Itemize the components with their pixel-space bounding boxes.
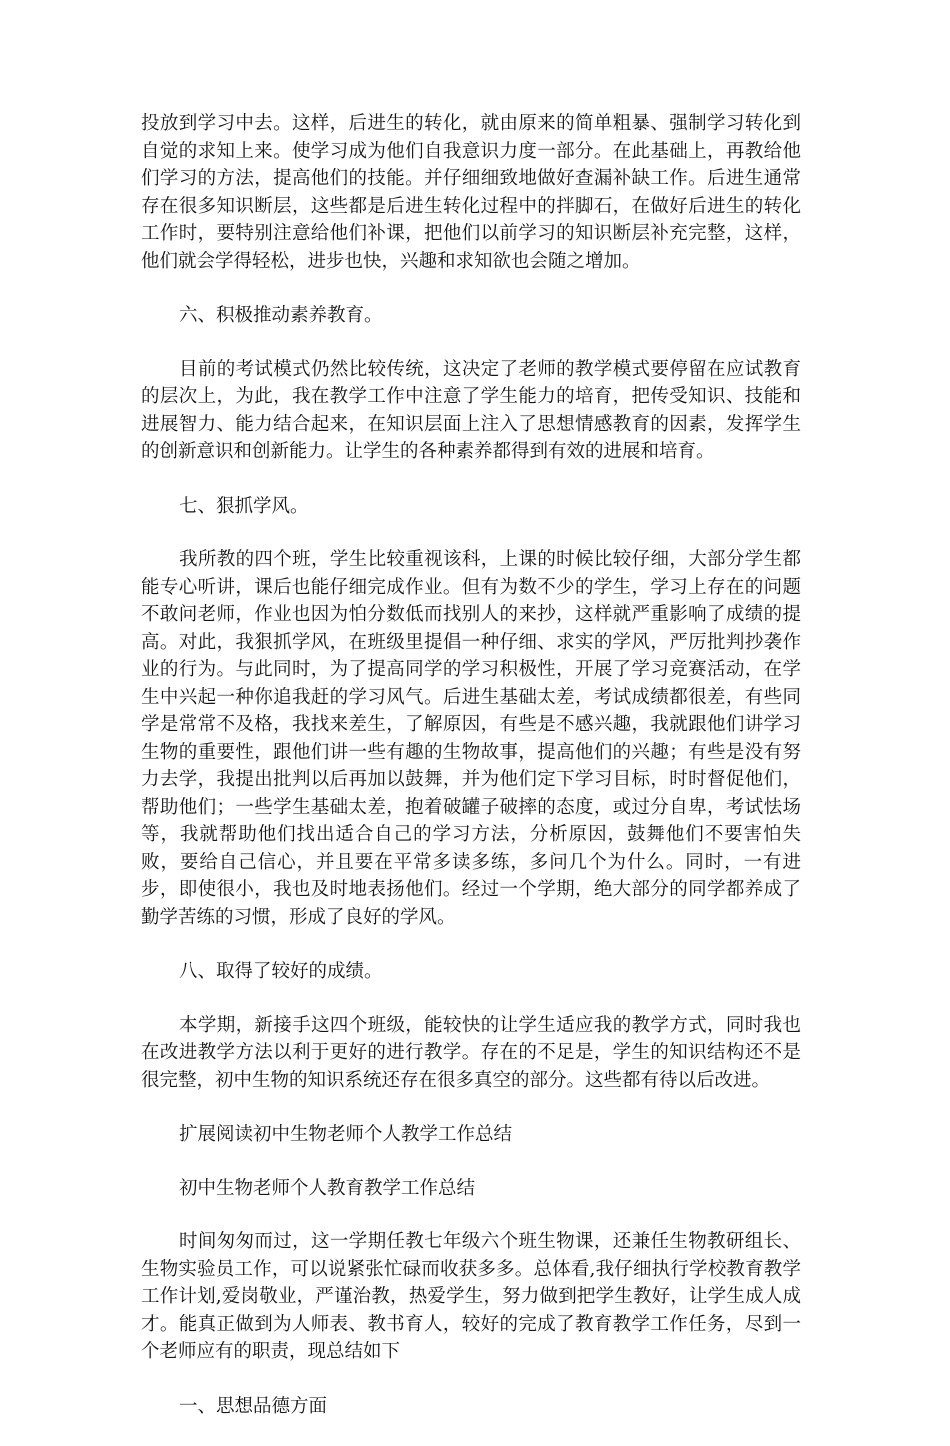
- paragraph-results: 本学期，新接手这四个班级，能较快的让学生适应我的教学方式，同时我也在改进教学方法以利于更好的进行教学。存在的不足是，学生的知识结构还不是很完整，初中生物的知识系统还存在很多真空的部分。这些都有待以后改进。: [141, 1014, 801, 1091]
- document-body: [141, 110, 801, 1446]
- section-heading-1: 一、思想品德方面: [179, 1395, 328, 1417]
- section-heading-6: 六、积极推动素养教育。: [179, 305, 383, 326]
- section-heading-8: 八、取得了较好的成绩。: [179, 961, 383, 982]
- paragraph-summary-intro: 时间匆匆而过，这一学期任教七年级六个班生物课，还兼任生物教研组长、生物实验员工作，可以说紧张忙碌而收获多多。总体看,我仔细执行学校教育教学工作计划,爱岗敬业，严谨治教，热爱学生，努力做到把学生教好，让学生成人成才。能真正做到为人师表、教书育人，较好的完成了教育教学工作任务，尽到一个老师应有的职责，现总结如下: [141, 1231, 801, 1362]
- article-title: 初中生物老师个人教育教学工作总结: [179, 1177, 476, 1199]
- extended-reading-title: 扩展阅读初中生物老师个人教学工作总结: [179, 1124, 513, 1145]
- paragraph-intro: 投放到学习中去。这样，后进生的转化，就由原来的简单粗暴、强制学习转化到自觉的求知上来。使学习成为他们自我意识力度一部分。在此基础上，再教给他们学习的方法，提高他们的技能。并仔细细致地做好查漏补缺工作。后进生通常存在很多知识断层，这些都是后进生转化过程中的拌脚石，在做好后进生的转化工作时，要特别注意给他们补课，把他们以前学习的知识断层补充完整，这样，他们就会学得轻松，进步也快，兴趣和求知欲也会随之增加。: [141, 113, 801, 272]
- paragraph-study-style: 我所教的四个班，学生比较重视该科，上课的时候比较仔细，大部分学生都能专心听讲，课后也能仔细完成作业。但有为数不少的学生，学习上存在的问题不敢问老师，作业也因为怕分数低而找别人的来抄，这样就严重影响了成绩的提高。对此，我狠抓学风，在班级里提倡一种仔细、求实的学风，严厉批判抄袭作业的行为。与此同时，为了提高同学的学习积极性，开展了学习竞赛活动，在学生中兴起一种你追我赶的学习风气。后进生基础太差，考试成绩都很差，有些同学是常常不及格，我找来差生，了解原因，有些是不感兴趣，我就跟他们讲学习生物的重要性，跟他们讲一些有趣的生物故事，提高他们的兴趣；有些是没有努力去学，我提出批判以后再加以鼓舞，并为他们定下学习目标，时时督促他们，帮助他们；一些学生基础太差，抱着破罐子破摔的态度，或过分自卑，考试怯场等，我就帮助他们找出适合自己的学习方法，分析原因，鼓舞他们不要害怕失败，要给自己信心，并且要在平常多读多练，多问几个为什么。同时，一有进步，即使很小，我也及时地表扬他们。经过一个学期，绝大部分的同学都养成了勤学苦练的习惯，形成了良好的学风。: [141, 549, 801, 928]
- paragraph-quality-education: 目前的考试模式仍然比较传统，这决定了老师的教学模式要停留在应试教育的层次上，为此，我在教学工作中注意了学生能力的培育，把传受知识、技能和进展智力、能力结合起来，在知识层面上注入了思想情感教育的因素，发挥学生的创新意识和创新能力。让学生的各种素养都得到有效的进展和培育。: [141, 358, 801, 462]
- section-heading-7: 七、狠抓学风。: [179, 495, 309, 517]
